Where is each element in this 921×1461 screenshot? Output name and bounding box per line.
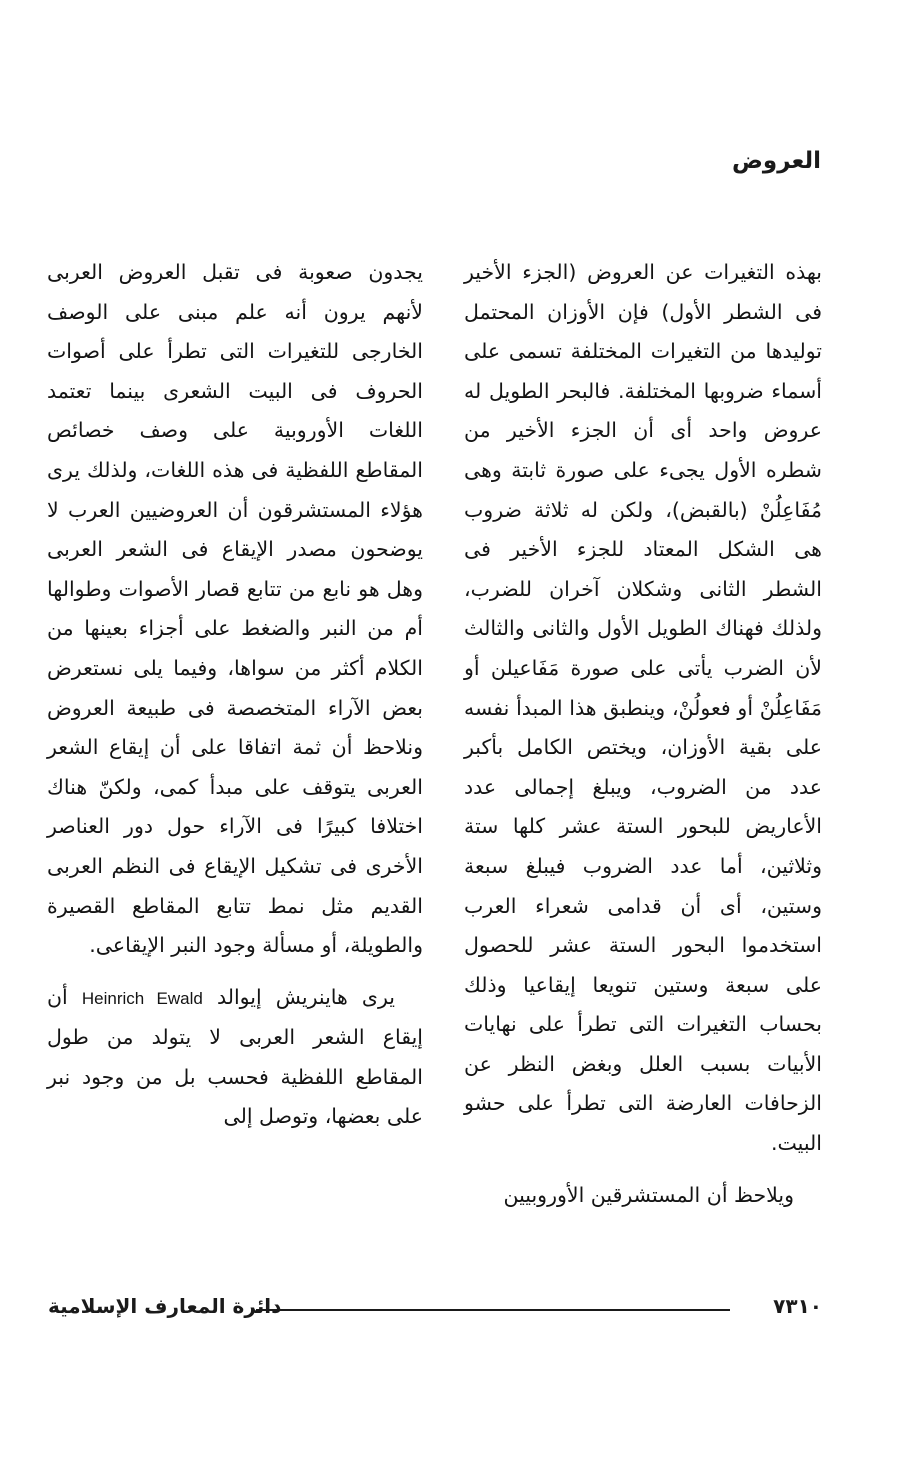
footer-divider-line (256, 1309, 730, 1311)
publication-title: دائرة المعارف الإسلامية (48, 1294, 282, 1318)
left-column-paragraph-2 (47, 978, 423, 1137)
paragraph-2-continuation: أن إيقاع الشعر العربى لا يتولد من طول المقاطع اللفظية فحسب بل من وجود نبر على بعضها، وتوصل إلى (47, 984, 423, 1129)
paragraph-2-opening: يرى هاينريش إيوالد (216, 984, 395, 1009)
right-column (464, 253, 822, 1215)
right-column-paragraph-1: بهذه التغيرات عن العروض (الجزء الأخير فى الشطر الأول) فإن الأوزان المحتمل توليدها من التغيرات المختلفة تسمى على أسماء ضروبها المختلفة. فالبحر الطويل له عروض واحد أى أن الجزء الأخير من شطره الأول يجىء على صورة ثابتة وهى مُفَاعِلُنْ (بالقبض)، ولكن له ثلاثة ضروب هى الشكل المعتاد للجزء الأخير فى الشطر الثانى وشكلان آخران للضرب، ولذلك فهناك الطويل الأول والثانى والثالث لأن الضرب يأتى على صورة مَفَاعيلن أو مَفَاعِلُنْ أو فعولُنْ، وينطبق هذا المبدأ نفسه على بقية الأوزان، ويختص الكامل بأكبر عدد من الضروب، ويبلغ إجمالى عدد الأعاريض للبحور الستة عشر كلها ستة وثلاثين، أما عدد الضروب فيبلغ سبعة وستين، أى أن قدامى شعراء العرب استخدموا البحور الستة عشر للحصول على سبعة وستين تنويعا إيقاعيا وذلك بحساب التغيرات التى تطرأ على نهايات الأبيات بسبب العلل وبغض النظر عن الزحافات العارضة التى تطرأ على حشو البيت. (464, 260, 822, 1156)
page-footer (48, 1294, 822, 1324)
left-column-paragraph-1: يجدون صعوبة فى تقبل العروض العربى لأنهم يرون أنه علم مبنى على الوصف الخارجى للتغيرات التى تطرأ على أصوات الحروف فى البيت الشعرى بينما تعتمد اللغات الأوروبية على وصف خصائص المقاطع اللفظية فى هذه اللغات، ولذلك يرى هؤلاء المستشرقون أن العروضيين العرب لا يوضحون مصدر الإيقاع فى الشعر العربى وهل هو نابع من تتابع قصار الأصوات وطوالها أم من النبر والضغط على أجزاء بعينها من الكلام أكثر من سواها، وفيما يلى نستعرض بعض الآراء المتخصصة فى طبيعة العروض ونلاحظ أن ثمة اتفاقا على أن إيقاع الشعر العربى يتوقف على مبدأ كمى، ولكنّ هناك اختلافا كبيرًا فى الآراء حول دور العناصر الأخرى فى تشكيل الإيقاع فى النظم العربى القديم مثل نمط تتابع المقاطع القصيرة والطويلة، أو مسألة وجود النبر الإيقاعى. (47, 260, 423, 958)
left-column (47, 253, 423, 1137)
right-column-paragraph-2: ويلاحظ أن المستشرقين الأوروبيين (503, 1182, 794, 1207)
running-title: العروض (731, 148, 821, 174)
page-number: ٧٣١٠ (773, 1294, 822, 1318)
latin-name-heinrich-ewald: Heinrich Ewald (81, 988, 203, 1008)
